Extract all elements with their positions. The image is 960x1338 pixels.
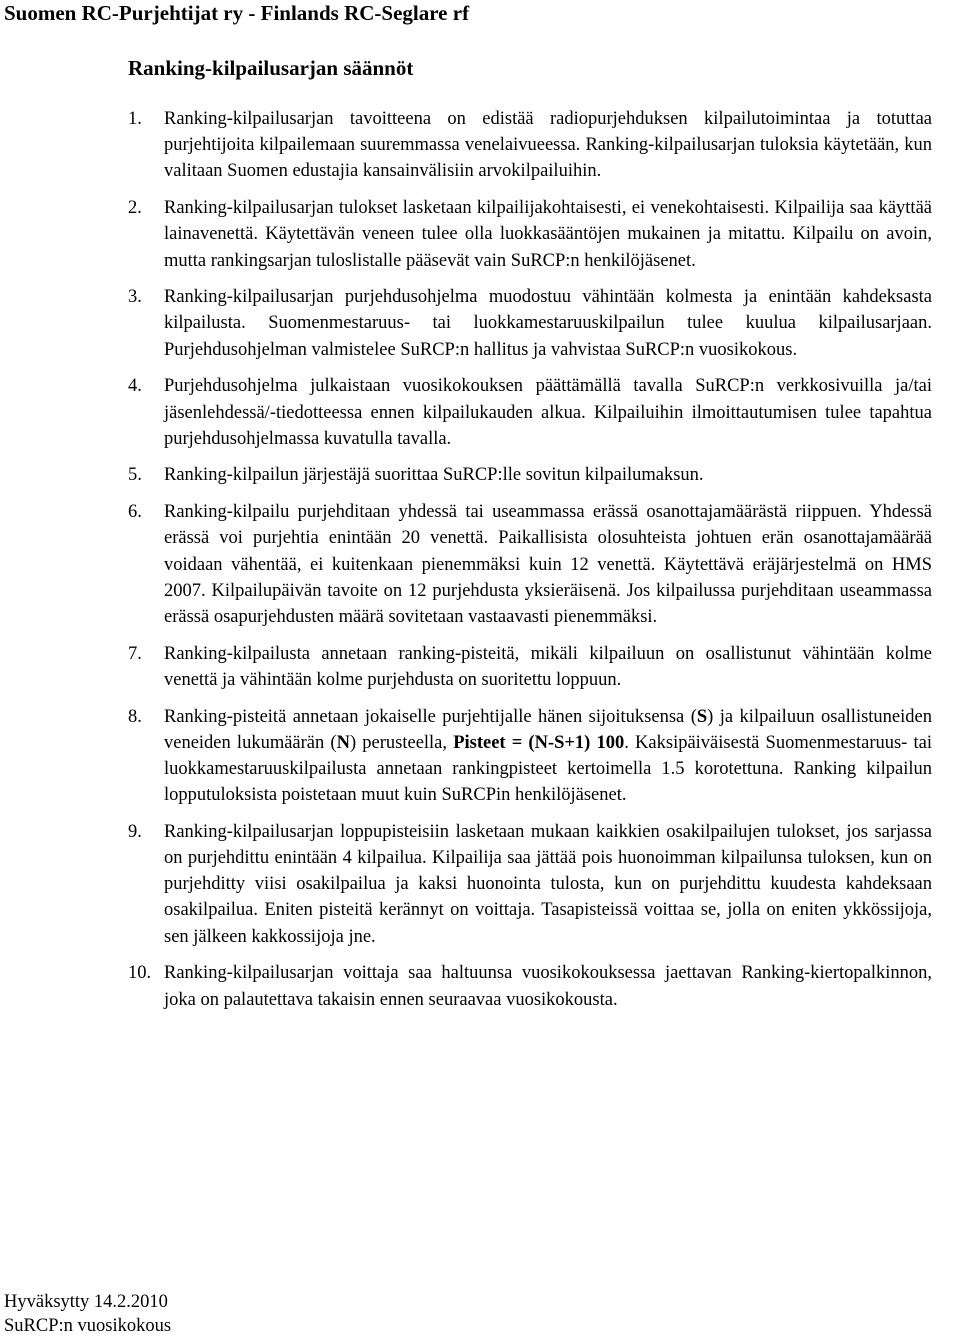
rule-text: Purjehdusohjelma julkaistaan vuosikokouksen päättämällä tavalla SuRCP:n verkkosivuilla ja/tai jäsenlehdessä/-tiedotteessa ennen kilpailukauden alkua. Kilpailuihin ilmoittautumisen tulee tapahtua purjehdusohjelmassa kuvatulla tavalla.	[164, 376, 932, 449]
rule-number: 8.	[128, 706, 142, 727]
rule-item-8	[128, 704, 932, 809]
rule-text: Ranking-kilpailusarjan tulokset lasketaan kilpailijakohtaisesti, ei venekohtaisesti. Kilpailija saa käyttää lainavenettä. Käytettävän veneen tulee olla luokkasääntöjen mukainen ja mitattu. Kilpailu on avoin, mutta rankingsarjan tuloslistalle pääsevät vain SuRCP:n henkilöjäsenet.	[164, 198, 932, 271]
placement-symbol: S	[696, 706, 708, 727]
rule-number: 1.	[128, 109, 142, 129]
rules-list	[128, 106, 932, 1023]
rule-item-4	[128, 373, 932, 452]
rule-number: 5.	[128, 465, 142, 486]
rule-text: Ranking-kilpailun järjestäjä suorittaa SuRCP:lle sovitun kilpailumaksun.	[164, 465, 704, 486]
approval-footer	[4, 1290, 171, 1338]
rule-text-segment: . Kaksipäiväisestä Suomenmestaruus- tai luokkamestaruuskilpailusta annetaan rankingpisteet kertoimella 1.5 korotettuna. Ranking kilpailun lopputuloksista poistetaan muut kuin SuRCPin henkilöjäsenet.	[164, 732, 932, 806]
rule-text: Ranking-kilpailusarjan loppupisteisiin lasketaan mukaan kaikkien osakilpailujen tulokset, jos sarjassa on purjehdittu enintään 4 kilpailua. Kilpailija saa jättää pois huonoimman kilpailunsa tuloksen, kun on purjehditty viisi osakilpailua ja kaksi huonointa tulosta, kun on purjehdittu kuudesta kahdeksaan osakilpailua. Eniten pisteitä kerännyt on voittaja. Tasapisteissä voittaa se, jolla on eniten ykkössijoja, sen jälkeen kakkossijoja jne.	[164, 821, 932, 947]
rule-text: Ranking-kilpailusta annetaan ranking-pisteitä, mikäli kilpailuun on osallistunut vähintään kolme venettä ja vähintään kolme purjehdusta on suoritettu loppuun.	[164, 643, 932, 690]
rule-text	[164, 704, 932, 809]
approval-date: Hyväksytty 14.2.2010	[4, 1292, 168, 1312]
rule-text: Ranking-kilpailusarjan tavoitteena on edistää radiopurjehduksen kilpailutoimintaa ja totuttaa purjehtijoita kilpailemaan suuremmassa venelaivueessa. Ranking-kilpailusarjan tuloksia käytetään, kun valitaan Suomen edustajia kansainvälisiin arvokilpailuihin.	[164, 109, 932, 182]
rule-item-5	[128, 462, 932, 488]
rule-text-segment: Ranking-pisteitä annetaan jokaiselle purjehtijalle hänen sijoituksensa (	[164, 706, 697, 727]
rule-number: 3.	[128, 287, 142, 308]
organization-header: Suomen RC-Purjehtijat ry - Finlands RC-Seglare rf	[4, 1, 470, 25]
rule-number: 6.	[128, 502, 142, 523]
rule-number: 2.	[128, 198, 142, 219]
rule-text-segment: ) ja kilpailuun osallistuneiden veneiden lukumäärän (	[164, 706, 932, 753]
rule-item-3	[128, 284, 932, 363]
rule-number: 7.	[128, 643, 142, 664]
rule-item-10	[128, 960, 932, 1012]
boat-count-symbol: N	[336, 732, 350, 753]
rule-item-1	[128, 106, 932, 185]
rule-item-9	[128, 819, 932, 950]
rule-text: Ranking-kilpailusarjan purjehdusohjelma muodostuu vähintään kolmesta ja enintään kahdeksasta kilpailusta. Suomenmestaruus- tai luokkamestaruuskilpailun tulee kuulua kilpailusarjaan. Purjehdusohjelman valmistelee SuRCP:n hallitus ja vahvistaa SuRCP:n vuosikokous.	[164, 287, 932, 360]
rule-text: Ranking-kilpailu purjehditaan yhdessä tai useammassa erässä osanottajamäärästä riippuen. Yhdessä erässä voi purjehtia enintään 20 venettä. Paikallisista olosuhteista johtuen erän osanottajamäärää voidaan vähentää, ei kuitenkaan pienemmäksi kuin 12 venettä. Käytettävä eräjärjestelmä on HMS 2007. Kilpailupäivän tavoite on 12 purjehdusta yksieräisenä. Jos kilpailussa purjehditaan useammassa erässä osapurjehdusten määrä sovitetaan vastaavasti pienemmäksi.	[164, 502, 932, 627]
rule-item-6	[128, 499, 932, 630]
rule-number: 4.	[128, 376, 142, 397]
rule-item-7	[128, 641, 932, 693]
approving-body: SuRCP:n vuosikokous	[4, 1316, 172, 1336]
rule-text-segment: ) perusteella,	[349, 732, 454, 753]
rule-number: 10.	[128, 963, 152, 984]
rule-number: 9.	[128, 821, 142, 842]
document-title: Ranking-kilpailusarjan säännöt	[128, 56, 414, 80]
points-formula: Pisteet = (N-S+1) 100	[453, 732, 625, 753]
rule-item-2	[128, 195, 932, 274]
rule-text: Ranking-kilpailusarjan voittaja saa haltuunsa vuosikokouksessa jaettavan Ranking-kiertopalkinnon, joka on palautettava takaisin ennen seuraavaa vuosikokousta.	[164, 963, 932, 1010]
